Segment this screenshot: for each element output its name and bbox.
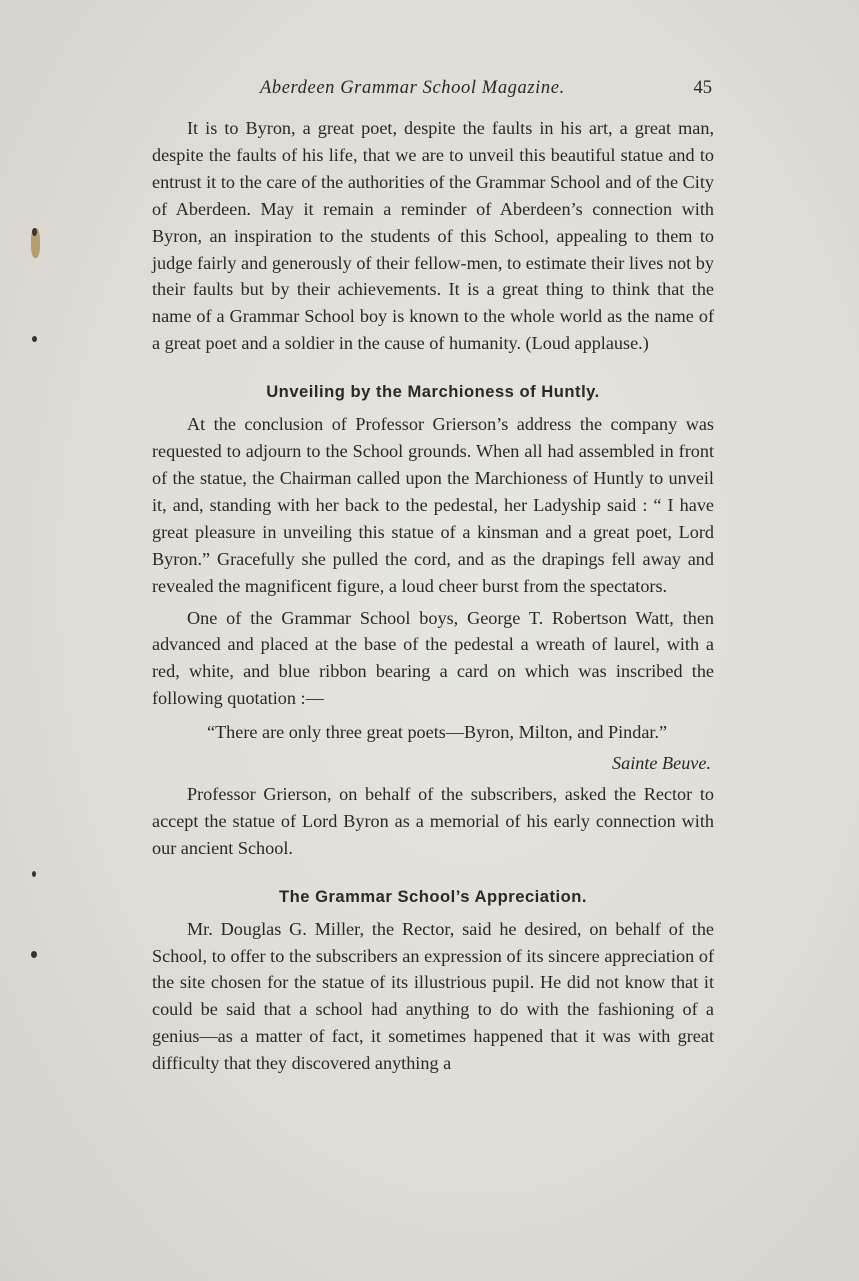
page-number: 45 [693,78,712,98]
quotation-block [152,719,714,777]
quotation-text: “There are only three great poets—Byron, Milton, and Pindar.” [207,722,668,743]
section-heading-unveiling: Unveiling by the Marchioness of Huntly. [266,382,600,402]
paragraph-memorial: Professor Grierson, on behalf of the subscribers, asked the Rector to accept the statue of Lord Byron as a memorial of his early connection with our ancient School. [152,783,714,858]
paragraph-rector: Mr. Douglas G. Miller, the Rector, said he desired, on behalf of the School, to offer to the subscribers an expression of its sincere appreciation of the site chosen for the statue of its illustrious pupil. He did not know that it could be said that a school had anything to do with the fashioning of a genius—as a matter of fact, it sometimes happened that it was with great difficulty that they discovered anything a [152,918,714,1074]
scan-blemish [32,228,37,236]
page-header [152,74,712,104]
scan-blemish [32,336,37,342]
article-body [152,115,714,1077]
paragraph-wreath: One of the Grammar School boys, George T. Robertson Watt, then advanced and placed at the base of the pedestal a wreath of laurel, with a red, white, and blue ribbon bearing a card on which was inscribed the following quotation :— [152,607,714,709]
scan-blemish [32,871,36,877]
paragraph-unveiling: At the conclusion of Professor Grierson’s address the company was requested to adjourn to the School grounds. When all had assembled in front of the statue, the Chairman called upon the Marchioness of Huntly to unveil it, and, standing with her back to the pedestal, her Ladyship said : “ I have great pleasure in unveiling this statue of a kinsman and a great poet, Lord Byron.” Gracefully she pulled the cord, and as the drapings fell away and revealed the magnificent figure, a loud cheer burst from the spectators. [152,414,714,596]
running-title: Aberdeen Grammar School Magazine. [260,78,565,98]
section-heading-appreciation: The Grammar School’s Appreciation. [278,886,588,906]
paragraph-byron-tribute: It is to Byron, a great poet, despite the faults in his art, a great man, despite the faults of his life, that we are to unveil this beautiful statue and to entrust it to the care of the authorities of the Grammar School and of the City of Aberdeen. May it remain a reminder of Aberdeen’s connection with Byron, an inspiration to the students of this School, appealing to them to judge fairly and generously of their fellow-men, to estimate their lives not by their faults but by their achievements. It is a great thing to think that the name of a Grammar School boy is known to the whole world as the name of a great poet and a soldier in the cause of humanity. (Loud applause.) [152,118,714,354]
quotation-attribution: Sainte Beuve. [612,753,711,774]
scan-blemish [31,951,37,958]
